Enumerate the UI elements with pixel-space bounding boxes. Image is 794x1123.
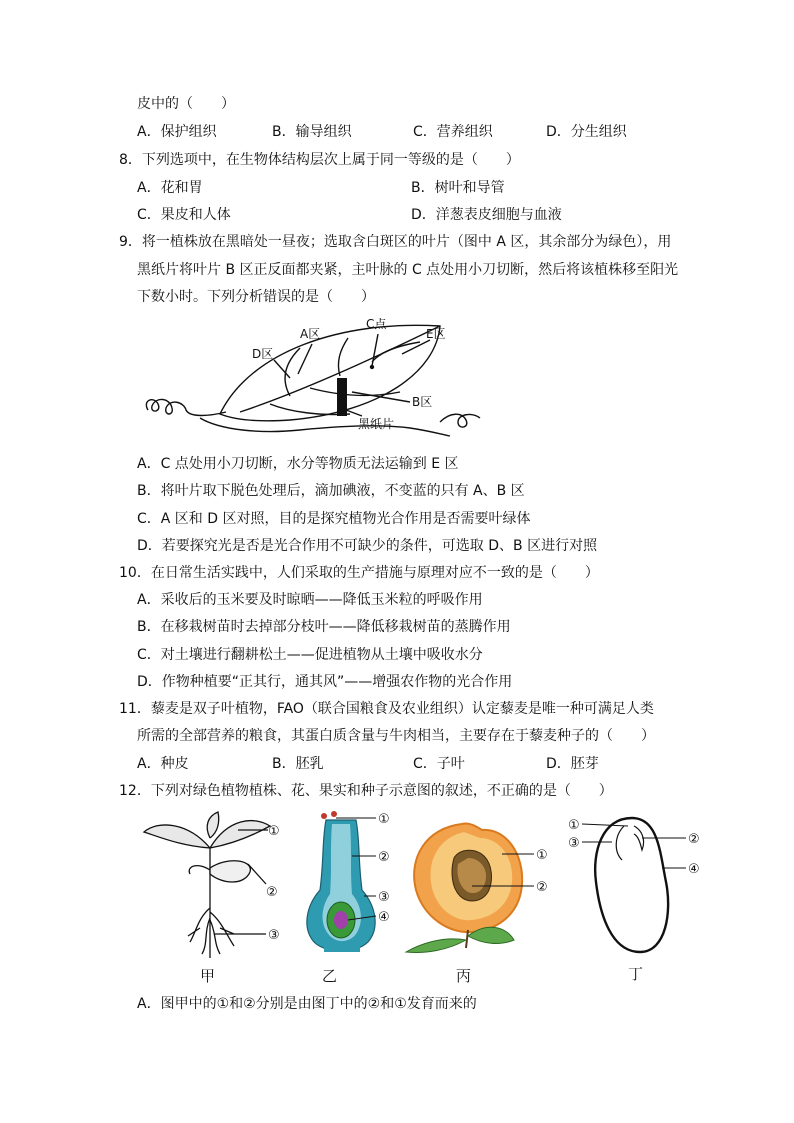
q9-stem-line-2: 黑纸片将叶片 B 区正反面都夹紧，主叶脉的 C 点处用小刀切断，然后将该植株移至阳光 [137, 262, 679, 278]
yi-mark-1: ① [378, 812, 390, 827]
caption-bing: 丙 [456, 967, 472, 985]
figure-yi-pistil [296, 810, 396, 960]
q11-stem-line-2: 所需的全部营养的粮食，其蛋白质含量与牛肉相当，主要存在于藜麦种子的（ ） [137, 728, 655, 744]
q7-option-a[interactable]: A．保护组织 [137, 124, 217, 140]
q8-option-d[interactable]: D．洋葱表皮细胞与血液 [411, 207, 562, 223]
q9-option-c[interactable]: C．A 区和 D 区对照，目的是探究植物光合作用是否需要叶绿体 [137, 511, 531, 527]
q10-stem: 10．在日常生活实践中，人们采取的生产措施与原理对应不一致的是（ ） [119, 565, 599, 581]
q11-option-b[interactable]: B．胚乳 [272, 756, 324, 772]
label-a-zone: A区 [300, 327, 321, 341]
ding-mark-1: ① [568, 818, 580, 833]
q10-option-c[interactable]: C．对土壤进行翻耕松土——促进植物从土壤中吸收水分 [137, 647, 483, 663]
ding-mark-4: ④ [688, 862, 700, 877]
label-c-point: C点 [366, 317, 387, 331]
q12-option-a[interactable]: A．图甲中的①和②分别是由图丁中的②和①发育而来的 [137, 996, 477, 1012]
q8-option-a[interactable]: A．花和胃 [137, 180, 203, 196]
yi-mark-4: ④ [378, 910, 390, 925]
q11-option-a[interactable]: A．种皮 [137, 756, 189, 772]
caption-jia: 甲 [200, 967, 216, 985]
yi-mark-2: ② [378, 850, 390, 865]
q8-option-c[interactable]: C．果皮和人体 [137, 207, 231, 223]
q10-option-b[interactable]: B．在移栽树苗时去掉部分枝叶——降低移栽树苗的蒸腾作用 [137, 619, 511, 635]
q9-stem-line-3: 下数小时。下列分析错误的是（ ） [137, 289, 375, 305]
q7-option-c[interactable]: C．营养组织 [413, 124, 493, 140]
caption-ding: 丁 [628, 965, 644, 983]
q9-option-b[interactable]: B．将叶片取下脱色处理后，滴加碘液，不变蓝的只有 A、B 区 [137, 483, 525, 499]
label-e-zone: E区 [426, 327, 446, 341]
black-paper-strip [337, 378, 347, 416]
jia-mark-2: ② [266, 885, 278, 900]
q11-option-c[interactable]: C．子叶 [413, 756, 465, 772]
figure-jia-seedling [138, 808, 288, 958]
q8-stem: 8．下列选项中，在生物体结构层次上属于同一等级的是（ ） [119, 152, 520, 168]
caption-yi: 乙 [322, 967, 338, 985]
q7-option-b[interactable]: B．输导组织 [272, 124, 352, 140]
ding-mark-2: ② [688, 832, 700, 847]
yi-mark-3: ③ [378, 890, 390, 905]
q9-leaf-figure [140, 312, 500, 442]
leaf-outline [220, 325, 440, 420]
q9-stem-line-1: 9．将一植株放在黑暗处一昼夜；选取含白斑区的叶片（图中 A 区，其余部分为绿色），用 [119, 234, 672, 250]
q10-option-d[interactable]: D．作物种植要“正其行，通其风”——增强农作物的光合作用 [137, 674, 513, 690]
q12-stem: 12．下列对绿色植物植株、花、果实和种子示意图的叙述，不正确的是（ ） [119, 783, 613, 799]
ding-mark-3: ③ [568, 836, 580, 851]
label-b-zone: B区 [412, 395, 433, 409]
q10-option-a[interactable]: A．采收后的玉米要及时晾晒——降低玉米粒的呼吸作用 [137, 592, 483, 608]
q11-stem-line-1: 11．藜麦是双子叶植物，FAO（联合国粮食及农业组织）认定藜麦是唯一种可满足人类 [119, 701, 654, 717]
q11-option-d[interactable]: D．胚芽 [546, 756, 599, 772]
jia-mark-3: ③ [268, 928, 280, 943]
q7-option-d[interactable]: D．分生组织 [546, 124, 627, 140]
jia-mark-1: ① [268, 824, 280, 839]
q8-option-b[interactable]: B．树叶和导管 [411, 180, 505, 196]
figure-bing-peach [402, 818, 562, 958]
figure-ding-seed [562, 812, 712, 960]
label-d-zone: D区 [252, 347, 274, 361]
q7-continuation: 皮中的（ ） [137, 96, 235, 112]
label-black-paper: 黑纸片 [358, 417, 395, 431]
bing-mark-1: ① [536, 848, 548, 863]
bing-mark-2: ② [536, 880, 548, 895]
q9-option-d[interactable]: D．若要探究光是否是光合作用不可缺少的条件，可选取 D、B 区进行对照 [137, 538, 598, 554]
q9-option-a[interactable]: A．C 点处用小刀切断，水分等物质无法运输到 E 区 [137, 456, 459, 472]
